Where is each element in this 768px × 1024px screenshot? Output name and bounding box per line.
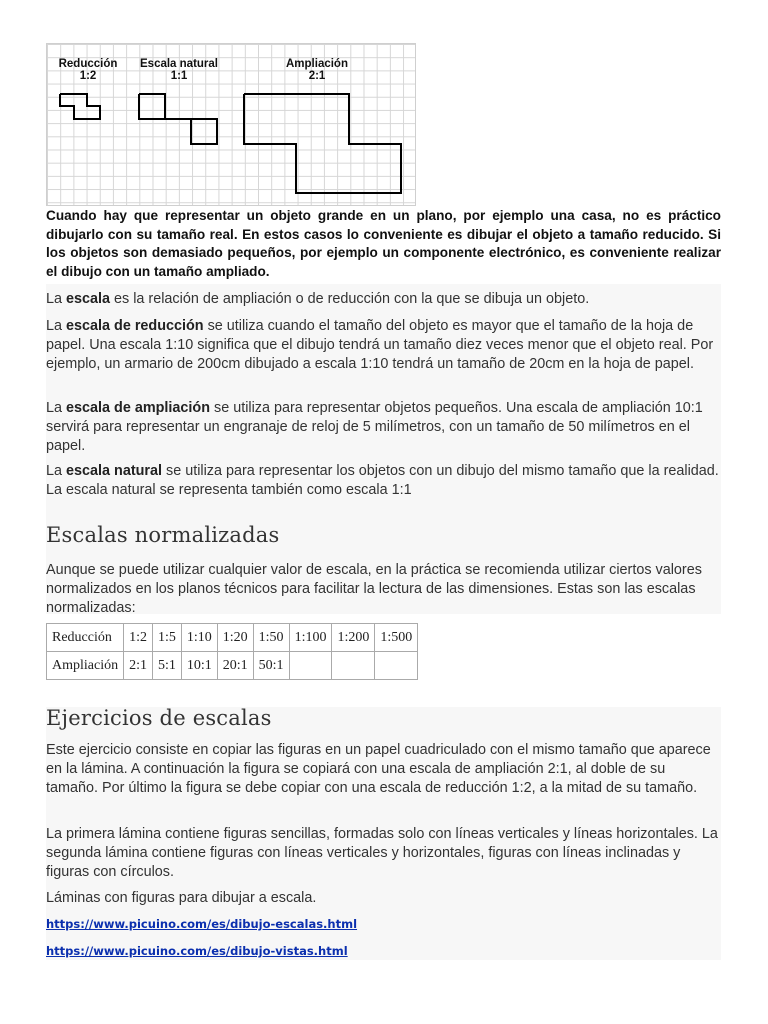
row-label: Reducción bbox=[47, 624, 124, 652]
table-cell: 50:1 bbox=[253, 652, 289, 680]
table-cell: 1:10 bbox=[181, 624, 217, 652]
row-label: Ampliación bbox=[47, 652, 124, 680]
table-cell: 1:5 bbox=[153, 624, 182, 652]
table-cell: 1:2 bbox=[124, 624, 153, 652]
scales-table bbox=[46, 623, 418, 680]
paragraph-normalizadas: Aunque se puede utilizar cualquier valor de escala, en la práctica se recomienda utilizar ciertos valores normalizados en los planos técnicos para facilitar la lectura de las dimensiones. Estas son las escalas normalizadas: bbox=[46, 562, 702, 616]
paragraph-ejercicio-3: Láminas con figuras para dibujar a escala. bbox=[46, 890, 317, 906]
table-cell: 5:1 bbox=[153, 652, 182, 680]
intro-paragraph: Cuando hay que representar un objeto grande en un plano, por ejemplo una casa, no es práctico dibujarlo con su tamaño real. En estos casos lo conveniente es dibujar el objeto a tamaño reducido. Si los objetos son demasiado pequeños, por ejemplo un componente electrónico, es conveniente realizar el dibujo con un tamaño ampliado. bbox=[46, 208, 721, 279]
shape-natural bbox=[139, 94, 217, 144]
heading-ejercicios: Ejercicios de escalas bbox=[46, 706, 272, 730]
table-cell: 1:500 bbox=[375, 624, 418, 652]
paragraph-ampliacion: La escala de ampliación se utiliza para representar objetos pequeños. Una escala de ampliación 10:1 servirá para representar un engranaje de reloj de 5 milímetros, con un tamaño de 50 milímetros en el papel. bbox=[46, 400, 703, 454]
paragraph-ejercicio-1: Este ejercicio consiste en copiar las figuras en un papel cuadriculado con el mismo tamaño que aparece en la lámina. A continuación la figura se copiará con una escala de ampliación 2:1, al doble de su tamaño. Por último la figura se debe copiar con una escala de reducción 1:2, a la mitad de su tamaño. bbox=[46, 742, 711, 796]
table-cell: 2:1 bbox=[124, 652, 153, 680]
link-dibujo-vistas[interactable]: https://www.picuino.com/es/dibujo-vistas.html bbox=[46, 944, 348, 958]
label-reduction: Reducción 1:2 bbox=[58, 58, 118, 82]
table-cell: 10:1 bbox=[181, 652, 217, 680]
paragraph-natural: La escala natural se utiliza para representar los objetos con un dibujo del mismo tamaño que la realidad. La escala natural se representa también como escala 1:1 bbox=[46, 463, 719, 498]
table-cell: 1:200 bbox=[332, 624, 375, 652]
paragraph-reduccion: La escala de reducción se utiliza cuando el tamaño del objeto es mayor que el tamaño de la hoja de papel. Una escala 1:10 significa que el dibujo tendrá un tamaño diez veces menor que el objeto real. Por ejemplo, un armario de 200cm dibujado a escala 1:10 tendrá un tamaño de 20cm en la hoja de papel. bbox=[46, 318, 714, 372]
shape-reduction bbox=[60, 94, 100, 119]
paragraph-escala: La escala es la relación de ampliación o de reducción con la que se dibuja un objeto. bbox=[46, 291, 590, 307]
table-cell: 20:1 bbox=[217, 652, 253, 680]
link-dibujo-escalas[interactable]: https://www.picuino.com/es/dibujo-escalas.html bbox=[46, 917, 358, 931]
label-enlargement: Ampliación 2:1 bbox=[286, 58, 348, 82]
table-cell bbox=[375, 652, 418, 680]
table-row bbox=[47, 652, 418, 680]
table-row bbox=[47, 624, 418, 652]
label-natural: Escala natural 1:1 bbox=[140, 58, 218, 82]
heading-escalas-normalizadas: Escalas normalizadas bbox=[46, 523, 280, 547]
paragraph-ejercicio-2: La primera lámina contiene figuras sencillas, formadas solo con líneas verticales y líneas horizontales. La segunda lámina contiene figuras con líneas verticales y horizontales, figuras con líneas inclinadas y figuras con círculos. bbox=[46, 826, 718, 880]
scale-figure bbox=[46, 43, 416, 206]
table-cell: 1:50 bbox=[253, 624, 289, 652]
table-cell: 1:20 bbox=[217, 624, 253, 652]
table-cell bbox=[289, 652, 332, 680]
table-cell: 1:100 bbox=[289, 624, 332, 652]
table-cell bbox=[332, 652, 375, 680]
shape-enlargement bbox=[244, 94, 401, 193]
